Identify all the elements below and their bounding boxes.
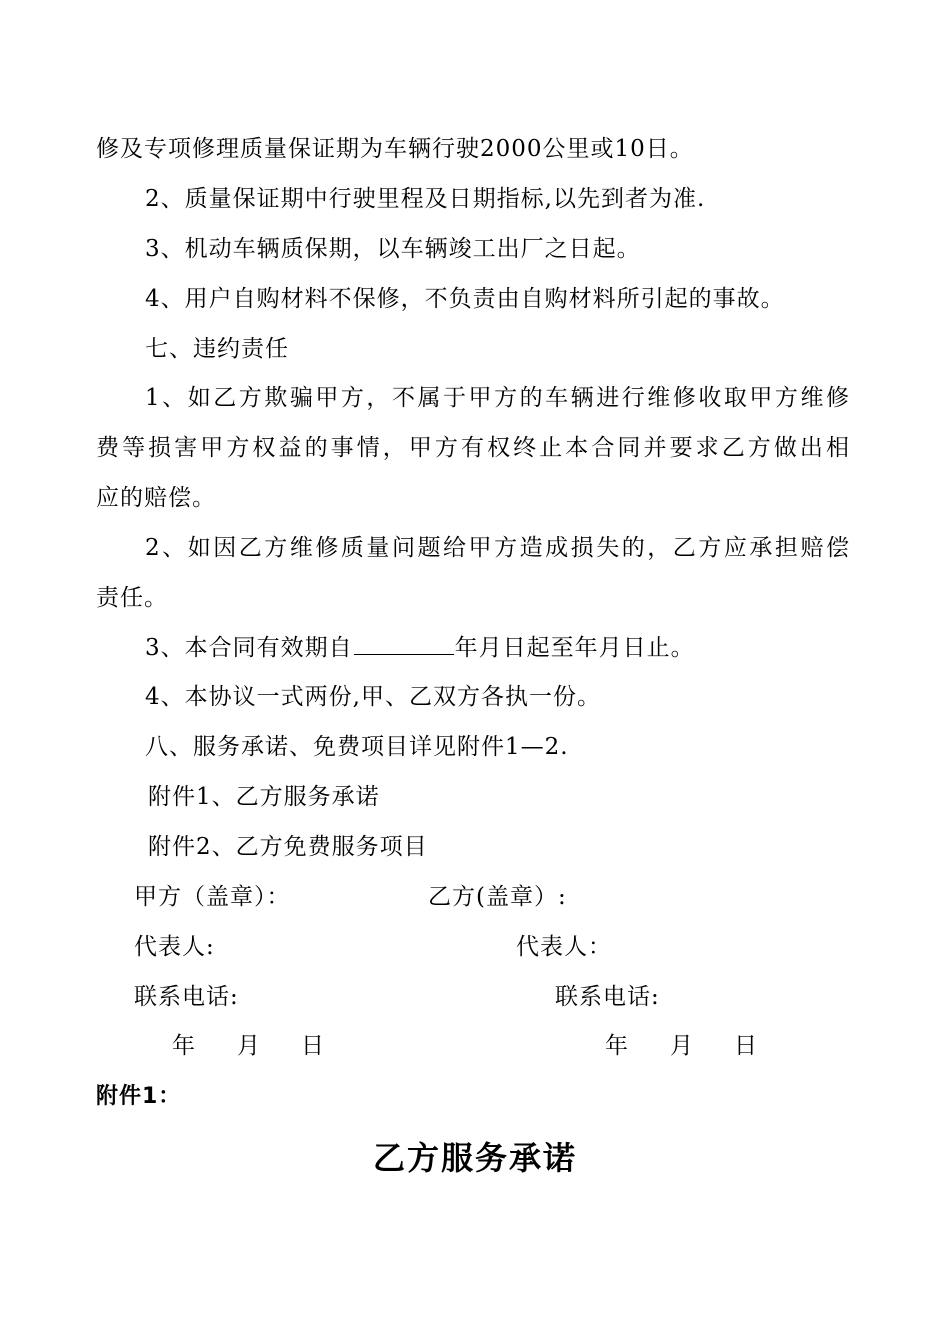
- party-b-representative-label: 代表人：: [516, 934, 612, 960]
- clause-7-3-suffix: 年月日起至年月日止。: [454, 635, 695, 661]
- section-heading-liability: 七、违约责任: [145, 336, 289, 362]
- party-b-date-month: 月: [670, 1033, 694, 1059]
- party-b-seal-label: 乙方(盖章）:: [428, 884, 567, 910]
- party-a-phone-label: 联系电话:: [134, 984, 239, 1010]
- attachment-1-ref: 附件1、乙方服务承诺: [148, 784, 380, 810]
- attachment-2-ref: 附件2、乙方免费服务项目: [148, 834, 428, 860]
- clause-7-1-line1: 1、如乙方欺骗甲方，不属于甲方的车辆进行维修收取甲方维修: [145, 385, 850, 411]
- clause-7-1-line3: 应的赔偿。: [96, 485, 216, 511]
- clause-7-3: [145, 633, 695, 663]
- party-a-date-day: 日: [301, 1033, 325, 1059]
- date-blank: [354, 634, 454, 655]
- clause-7-3-prefix: 3、本合同有效期自: [145, 635, 353, 661]
- clause-7-2-line2: 责任。: [96, 585, 168, 611]
- paragraph-warranty-continuation: 修及专项修理质量保证期为车辆行驶2000公里或10日。: [96, 136, 694, 162]
- section-heading-service: 八、服务承诺、免费项目详见附件1—2.: [145, 734, 569, 760]
- party-b-date-year: 年: [605, 1033, 629, 1059]
- appendix-label: 附件1：: [96, 1084, 182, 1109]
- party-a-date-year: 年: [172, 1033, 196, 1059]
- clause-6-3: 3、机动车辆质保期，以车辆竣工出厂之日起。: [145, 236, 641, 262]
- party-a-seal-label: 甲方（盖章）：: [134, 884, 291, 910]
- clause-6-2: 2、质量保证期中行驶里程及日期指标,以先到者为准.: [145, 186, 706, 212]
- party-a-representative-label: 代表人:: [134, 934, 215, 960]
- clause-6-4: 4、用户自购材料不保修，不负责由自购材料所引起的事故。: [145, 286, 785, 312]
- clause-7-2-line1: 2、如因乙方维修质量问题给甲方造成损失的，乙方应承担赔偿: [145, 535, 850, 561]
- party-b-phone-label: 联系电话:: [555, 984, 660, 1010]
- clause-7-4: 4、本协议一式两份,甲、乙双方各执一份。: [145, 684, 601, 710]
- appendix-title: 乙方服务承诺: [372, 1139, 577, 1177]
- party-b-date-day: 日: [734, 1033, 758, 1059]
- clause-7-1-line2: 费等损害甲方权益的事情，甲方有权终止本合同并要求乙方做出相: [96, 435, 850, 461]
- party-a-date-month: 月: [237, 1033, 261, 1059]
